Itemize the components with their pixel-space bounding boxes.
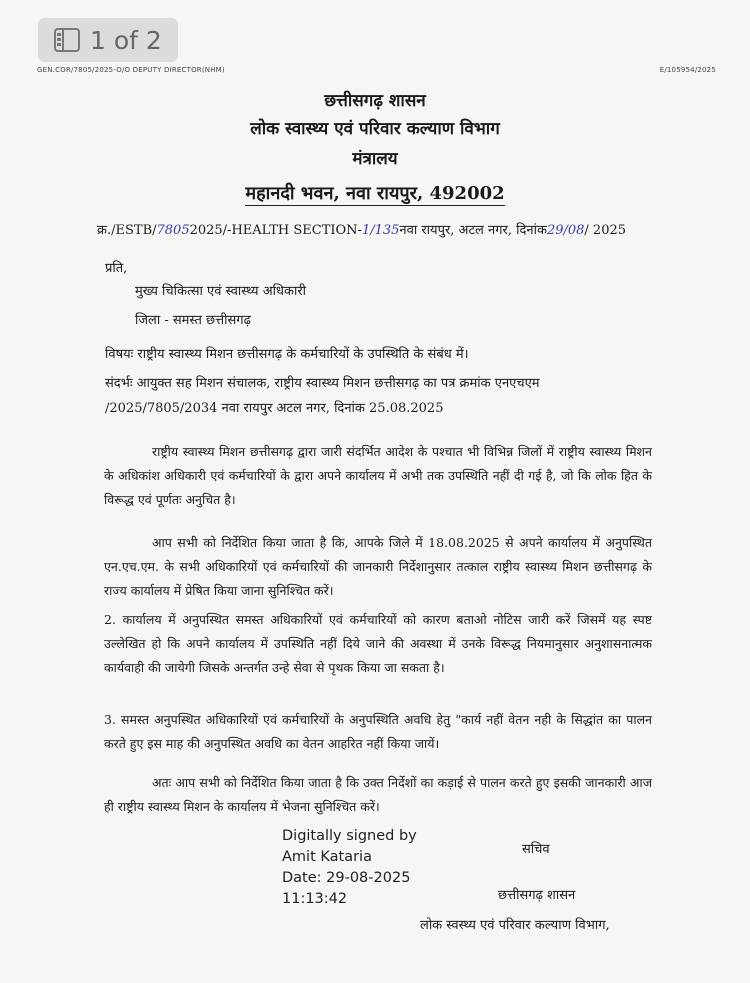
handwritten-section-number: 1/135 [361, 223, 400, 238]
subject-line: विषयः राष्ट्रीय स्वास्थ्य मिशन छत्तीसगढ़ के कर्मचारियों के उपस्थिति के संबंध में। [105, 347, 469, 362]
reference-line-2: /2025/7805/2034 नवा रायपुर अटल नगर, दिनांक 25.08.2025 [105, 401, 444, 416]
addressee-title: मुख्य चिकित्सा एवं स्वास्थ्य अधिकारी [135, 284, 307, 299]
letter-section: 2025/-HEALTH SECTION- [189, 223, 362, 238]
signature-time: 11:13:42 [282, 891, 348, 907]
paragraph-3: 2. कार्यालय में अनुपस्थित समस्त अधिकारियों एवं कर्मचारियों को कारण बताओ नोटिस जारी करें जिसमें यह स्पष्ट उल्लेखित हो कि अपने कार्यालय में उपस्थिति नहीं दिये जाने की अवस्था में उनके विरूद्ध नियमानुसार अनुशासनात्मक कार्यवाही की जायेगी जिसके अन्तर्गत उन्हे सेवा से पृथक किया जा सकता है। [104, 612, 652, 675]
signatory-government: छत्तीसगढ़ शासन [498, 888, 576, 903]
header-department: लोक स्वास्थ्य एवं परिवार कल्याण विभाग [250, 119, 500, 139]
paragraph-5: अतः आप सभी को निर्देशित किया जाता है कि उक्त निर्देशों का कड़ाई से पालन करते हुए इसकी जानकारी आज ही राष्ट्रीय स्वास्थ्य मिशन के कार्यालय में भेजना सुनिश्चित करें। [104, 775, 652, 814]
paragraph-4: 3. समस्त अनुपस्थित अधिकारियों एवं कर्मचारियों के अनुपस्थिति अवधि हेतु "कार्य नहीं वेतन नही के सिद्धांत का पालन करते हुए इस माह की अनुपस्थित अवधि का वेतन आहरित नहीं किया जायें। [104, 712, 652, 751]
receipt-number: E/105954/2025 [659, 66, 716, 74]
to-label: प्रति, [105, 261, 128, 276]
letter-prefix: क्र./ESTB/ [97, 223, 157, 238]
letter-year: / 2025 [584, 223, 627, 238]
signature-date: Date: 29-08-2025 [282, 870, 411, 886]
signatory-department: लोक स्वस्थ्य एवं परिवार कल्याण विभाग, [420, 918, 610, 933]
signature-line-1: Digitally signed by [282, 828, 417, 844]
paragraph-1: राष्ट्रीय स्वास्थ्य मिशन छत्तीसगढ़ द्वारा जारी संदर्भित आदेश के पश्चात भी विभिन्न जिलों में राष्ट्रीय स्वास्थ्य मिशन के अधिकांश अधिकारी एवं कर्मचारियों के द्वारा अपने कार्यालय में अभी तक उपस्थिति नहीं दी गई है, जो कि लोक हित के विरूद्ध एवं पूर्णतः अनुचित है। [104, 444, 652, 507]
paragraph-2: आप सभी को निर्देशित किया जाता है कि, आपके जिले में 18.08.2025 से अपने कार्यालय में अनुपस्थित एन.एच.एम. के सभी अधिकारियों एवं कर्मचारियों की जानकारी निर्देशानुसार तत्काल राष्ट्रीय स्वास्थ्य मिशन छत्तीसगढ़ के राज्य कार्यालय में प्रेषित किया जाना सुनिश्चित करें। [104, 535, 652, 598]
header-address [0, 181, 750, 205]
page-indicator-label: 1 of 2 [90, 25, 162, 55]
file-reference: GEN.COR/7805/2025-O/O DEPUTY DIRECTOR(NHM) [37, 66, 225, 74]
page-indicator[interactable] [38, 18, 178, 62]
letter-place: नवा रायपुर, अटल नगर, दिनांक [399, 223, 547, 238]
addressee-district: जिला - समस्त छत्तीसगढ़ [135, 313, 251, 328]
designation: सचिव [522, 842, 550, 857]
reference-line-1: संदर्भः आयुक्त सह मिशन संचालक, राष्ट्रीय स्वास्थ्य मिशन छत्तीसगढ़ का पत्र क्रमांक एनएचएम [105, 376, 540, 391]
signer-name: Amit Kataria [282, 849, 372, 865]
handwritten-number: 7805 [156, 223, 190, 238]
digital-signature [282, 826, 417, 910]
pages-icon [54, 28, 80, 52]
header-ministry: मंत्रालय [352, 149, 398, 169]
address-text: महानदी भवन, नवा रायपुर, 492002 [245, 183, 505, 204]
handwritten-date: 29/08 [546, 223, 585, 238]
letter-number-line [97, 219, 626, 243]
header-government: छत्तीसगढ़ शासन [324, 91, 426, 111]
